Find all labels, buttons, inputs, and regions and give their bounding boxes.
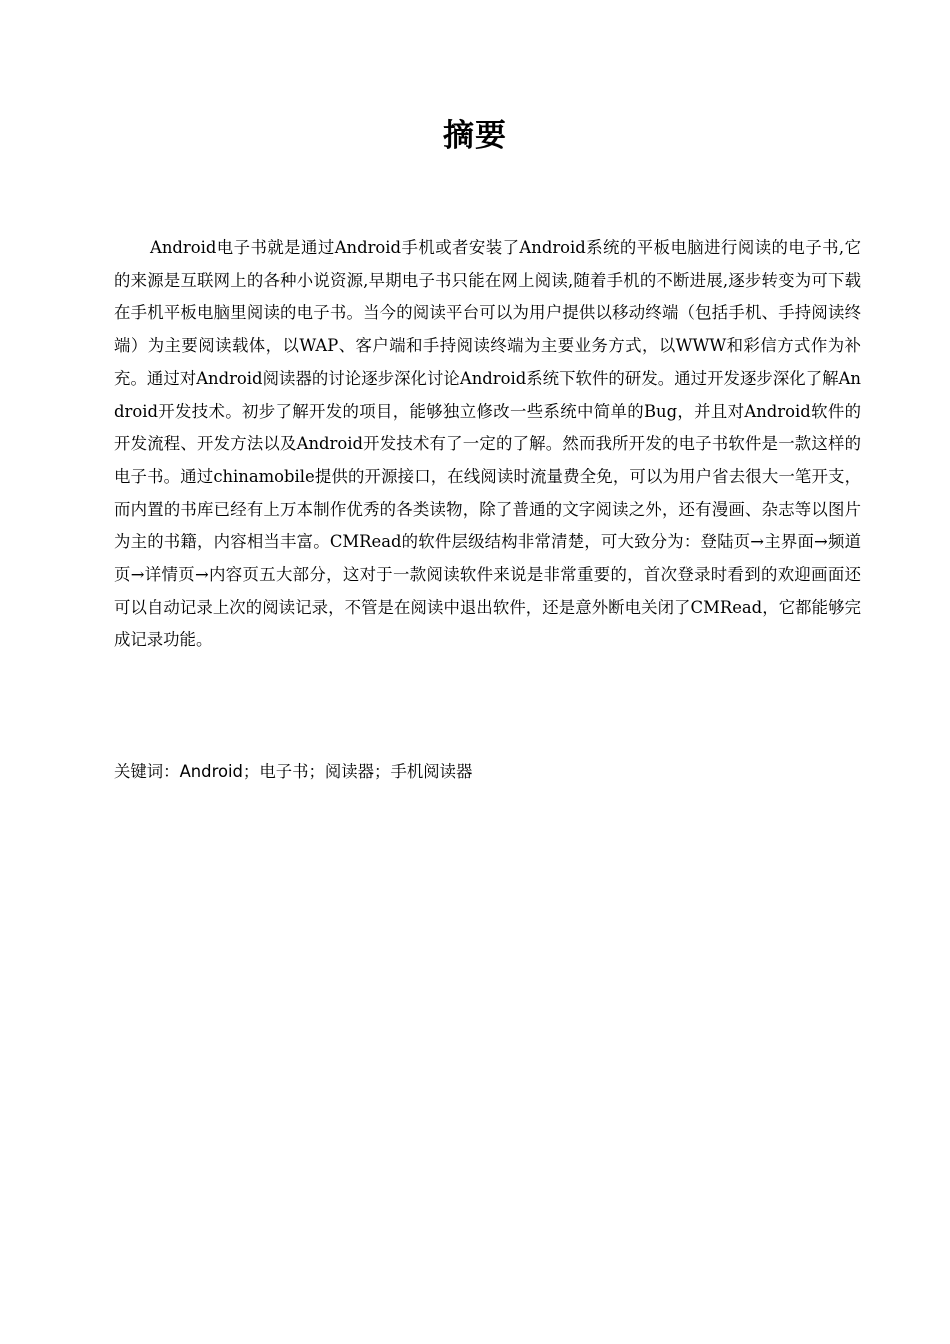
- keywords-line: [114, 756, 861, 788]
- keywords-label: 关键词：: [114, 762, 180, 781]
- page-title: 摘要: [443, 118, 507, 154]
- keywords-values: Android；电子书；阅读器；手机阅读器: [179, 762, 473, 781]
- abstract-paragraph: Android电子书就是通过Android手机或者安装了Android系统的平板电脑进行阅读的电子书,它的来源是互联网上的各种小说资源,早期电子书只能在网上阅读,随着手机的不断进展,逐步转变为可下载在手机平板电脑里阅读的电子书。当今的阅读平台可以为用户提供以移动终端（包括手机、手持阅读终端）为主要阅读载体，以WAP、客户端和手持阅读终端为主要业务方式，以WWW和彩信方式作为补充。通过对Android阅读器的讨论逐步深化讨论Android系统下软件的研发。通过开发逐步深化了解Android开发技术。初步了解开发的项目，能够独立修改一些系统中简单的Bug，并且对Android软件的开发流程、开发方法以及Android开发技术有了一定的了解。然而我所开发的电子书软件是一款这样的电子书。通过chinamobile提供的开源接口，在线阅读时流量费全免，可以为用户省去很大一笔开支，而内置的书库已经有上万本制作优秀的各类读物，除了普通的文字阅读之外，还有漫画、杂志等以图片为主的书籍，内容相当丰富。CMRead的软件层级结构非常清楚，可大致分为：登陆页→主界面→频道页→详情页→内容页五大部分，这对于一款阅读软件来说是非常重要的，首次登录时看到的欢迎画面还可以自动记录上次的阅读记录，不管是在阅读中退出软件，还是意外断电关闭了CMRead，它都能够完成记录功能。: [114, 238, 861, 650]
